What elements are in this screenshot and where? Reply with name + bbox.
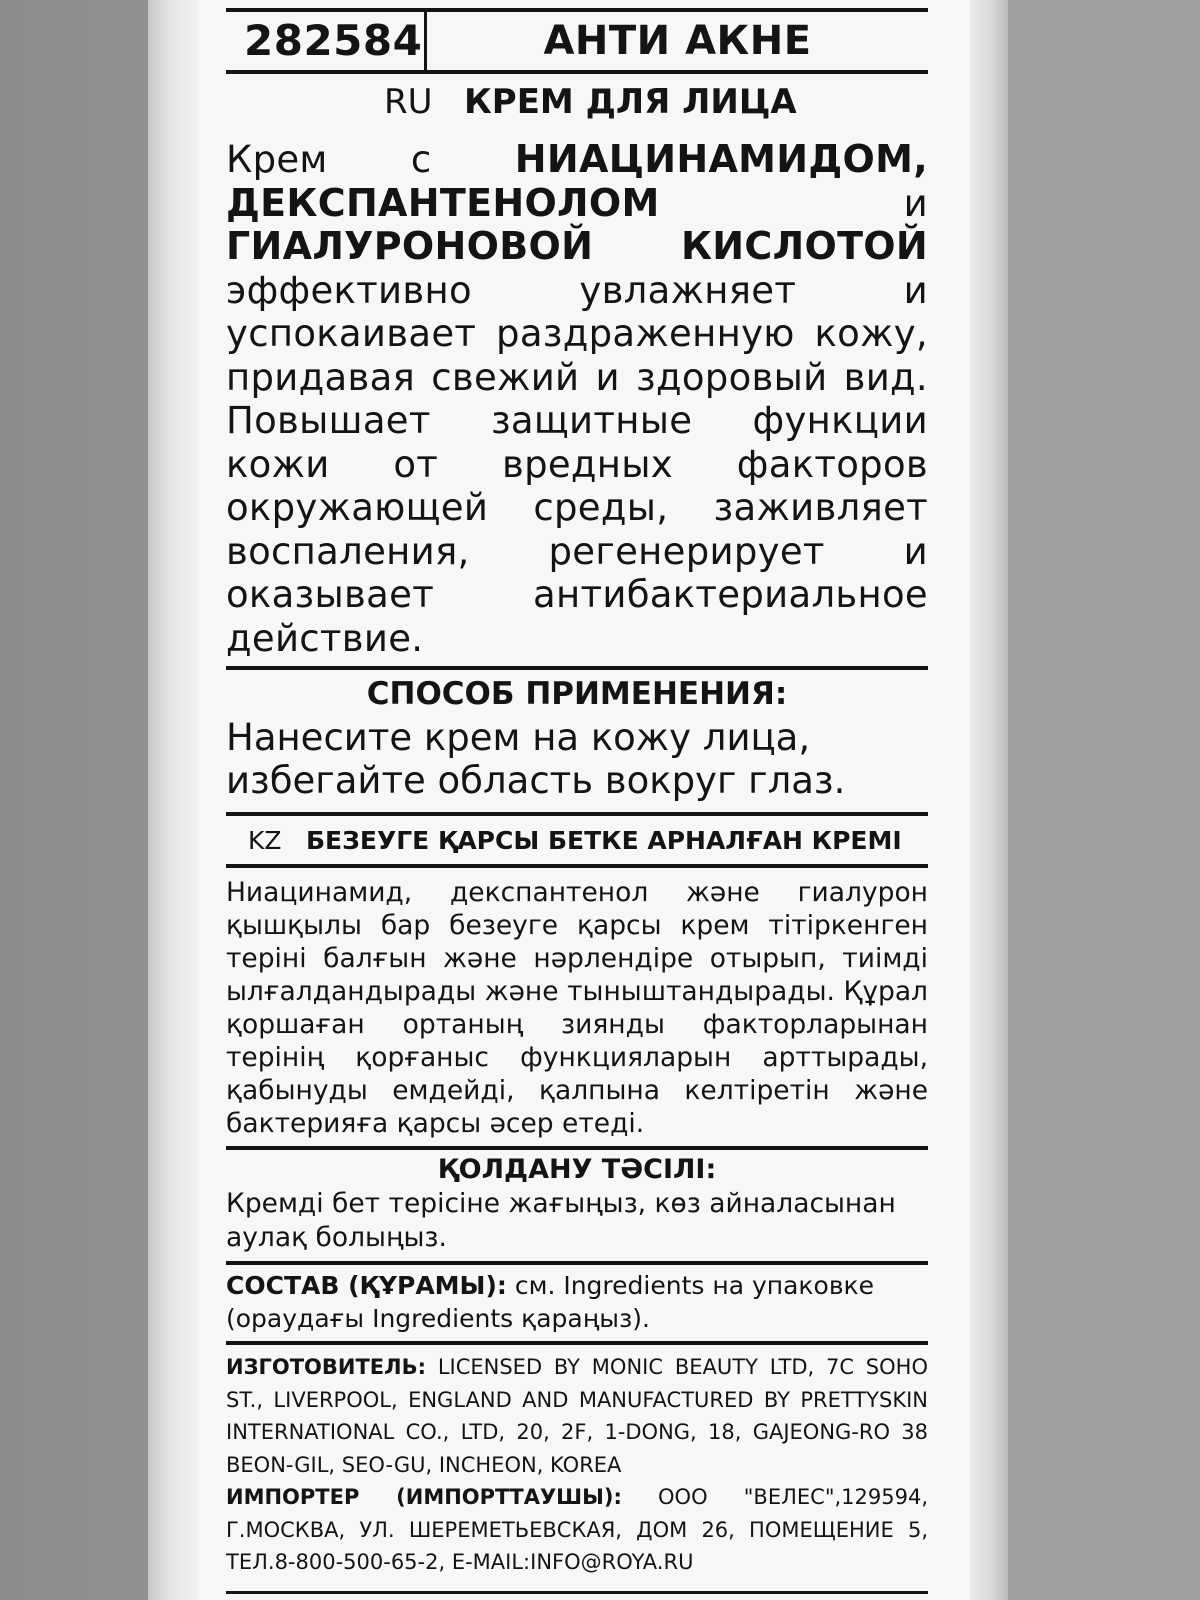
importer-info <box>226 1481 928 1579</box>
manufacturer-text: LICENSED BY MONIC BEAUTY LTD, 7C SOHO ST., LIVERPOOL, ENGLAND AND MANUFACTURED BY PRETTYSKIN INTERNATIONAL CO., LTD, 20, 2F, 1-DONG, 18, GAJEONG-RO 38 BEON-GIL, SEO-GU, INCHEON, KOREA <box>226 1355 928 1477</box>
ru-desc-text: Крем с <box>226 138 515 181</box>
kz-subtitle: БЕЗЕУГЕ ҚАРСЫ БЕТКЕ АРНАЛҒАН КРЕМІ <box>306 825 902 855</box>
manufacturer-info <box>226 1351 928 1481</box>
lang-code-ru: RU <box>384 82 433 122</box>
ru-desc-bold-1: НИАЦИНАМИДОМ, ДЕКСПАНТЕНОЛОМ <box>226 137 928 225</box>
divider <box>226 864 928 868</box>
product-title: АНТИ АКНЕ <box>543 18 812 64</box>
divider <box>226 1341 928 1345</box>
lang-code-kz: KZ <box>248 825 282 855</box>
ru-use-text: Нанесите крем на кожу лица, избегайте область вокруг глаз. <box>226 716 846 802</box>
ru-desc-text-2: и <box>659 181 928 225</box>
product-code: 282584 <box>226 12 427 70</box>
tube-right-edge <box>968 0 1008 1600</box>
ru-description <box>226 138 928 660</box>
product-label <box>198 0 970 1600</box>
composition-text: см. Ingredients на упаковке (ораудағы Ingredients қараңыз). <box>226 1271 875 1333</box>
divider <box>226 666 928 670</box>
composition <box>226 1269 928 1335</box>
ru-use-title: СПОСОБ ПРИМЕНЕНИЯ: <box>366 676 788 712</box>
ru-desc-bold-2: ГИАЛУРОНОВОЙ КИСЛОТОЙ <box>226 224 928 268</box>
importer-label: ИМПОРТЕР (ИМПОРТТАУШЫ): <box>226 1485 622 1509</box>
ru-subtitle-row <box>226 74 928 130</box>
ru-subtitle: КРЕМ ДЛЯ ЛИЦА <box>464 82 797 122</box>
ru-desc-text-3: эффективно увлажняет и успокаивает раздраженную кожу, придавая свежий и здоровый вид. Повышает защитные функции кожи от вредных факторов окружающей среды, заживляет воспаления, регенерирует и оказывает антибактериальное действие. <box>226 268 928 660</box>
composition-label: СОСТАВ (ҚҰРАМЫ): <box>226 1271 507 1300</box>
label-header <box>226 12 928 70</box>
manufacturer-label: ИЗГОТОВИТЕЛЬ: <box>226 1355 427 1379</box>
divider <box>226 1261 928 1265</box>
kz-description: Ниацинамид, декспантенол және гиалурон қышқылы бар безеуге қарсы крем тітіркенген теріні балғын және нәрлендіре отырып, тиімді ылғалдандырады және тыныштандырады. Құрал қоршаған ортаның зиянды факторларынан терінің қорғаныс функцияларын арттырады, қабынуды емдейді, қалпына келтіретін және бактерияға қарсы әсер етеді. <box>226 877 928 1139</box>
kz-use-title: ҚОЛДАНУ ТӘСІЛІ: <box>437 1154 717 1185</box>
divider <box>226 1146 928 1150</box>
tube-left-edge <box>148 0 200 1600</box>
importer-text: ООО "ВЕЛЕС",129594, Г.МОСКВА, УЛ. ШЕРЕМЕТЬЕВСКАЯ, ДОМ 26, ПОМЕЩЕНИЕ 5, ТЕЛ.8-800-500-65-2, E-MAIL:INFO@ROYA.RU <box>226 1485 929 1574</box>
kz-use-text: Кремді бет терісіне жағыңыз, көз айналасынан аулақ болыңыз. <box>226 1188 896 1253</box>
bottom-rule <box>226 1591 928 1594</box>
kz-subtitle-row <box>226 816 928 864</box>
